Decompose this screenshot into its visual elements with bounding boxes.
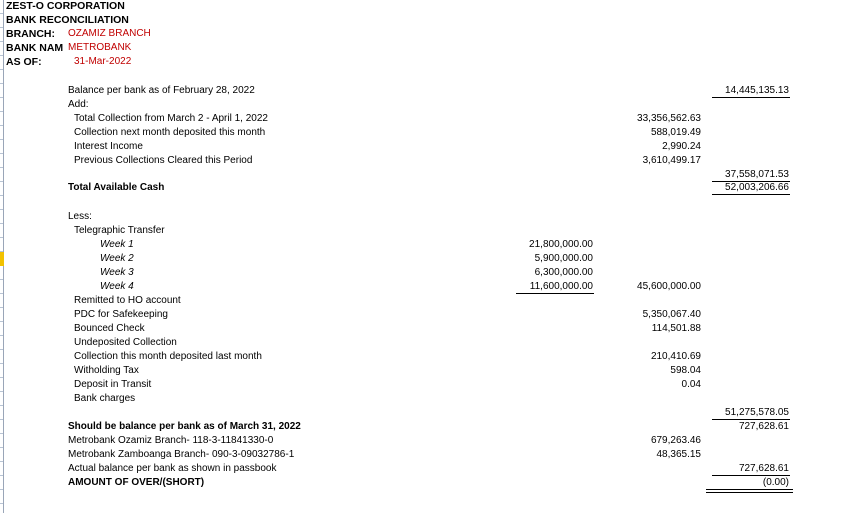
add-item-label: Collection next month deposited this month <box>74 127 266 138</box>
report-title: BANK RECONCILIATION <box>6 14 129 26</box>
as-of-label: AS OF: <box>6 56 42 68</box>
less-item-amount: 598.04 <box>670 365 701 376</box>
over-short-double-underline-bottom <box>706 492 793 493</box>
add-item-label: Previous Collections Cleared this Period <box>74 155 253 166</box>
branch-value: OZAMIZ BRANCH <box>68 28 151 39</box>
less-subtotal-amount: 51,275,578.05 <box>725 407 789 418</box>
less-item-label: Bounced Check <box>74 323 145 334</box>
less-item-amount: 0.04 <box>681 379 701 390</box>
add-item-amount: 2,990.24 <box>662 141 701 152</box>
less-item-label: Collection this month deposited last month <box>74 351 262 362</box>
telegraphic-transfer-total: 45,600,000.00 <box>637 281 701 292</box>
less-item-amount: 210,410.69 <box>650 351 701 362</box>
actual-balance-underline <box>712 475 790 476</box>
less-item-amount: 114,501.88 <box>651 323 701 334</box>
add-item-label: Total Collection from March 2 - April 1, 2022 <box>74 113 268 124</box>
opening-balance-underline <box>712 97 790 98</box>
bank-account-label: Metrobank Ozamiz Branch- 118-3-11841330-0 <box>68 435 274 446</box>
less-item-label: Witholding Tax <box>74 365 139 376</box>
week-label: Week 3 <box>100 267 134 278</box>
telegraphic-transfer-label: Telegraphic Transfer <box>74 225 165 236</box>
branch-label: BRANCH: <box>6 28 55 40</box>
bank-name-value: METROBANK <box>68 42 132 53</box>
total-available-underline <box>712 194 790 195</box>
as-of-value: 31-Mar-2022 <box>74 56 132 67</box>
less-item-label: Remitted to HO account <box>74 295 181 306</box>
add-subtotal-amount: 37,558,071.53 <box>725 169 789 180</box>
over-short-label: AMOUNT OF OVER/(SHORT) <box>68 477 205 488</box>
over-short-amount: (0.00) <box>762 477 789 488</box>
opening-balance-label: Balance per bank as of February 28, 2022 <box>68 85 255 96</box>
week-label: Week 2 <box>100 253 134 264</box>
bank-account-amount: 679,263.46 <box>650 435 701 446</box>
company-name: ZEST-O CORPORATION <box>6 0 125 12</box>
week-amount: 11,600,000.00 <box>529 281 593 292</box>
over-short-double-underline-top <box>706 489 793 490</box>
selected-row-marker <box>0 252 4 266</box>
week-amount: 21,800,000.00 <box>529 239 593 250</box>
actual-balance-label: Actual balance per bank as shown in passbook <box>68 463 277 474</box>
should-be-balance-amount: 727,628.61 <box>738 421 789 432</box>
bank-account-amount: 48,365.15 <box>656 449 701 460</box>
less-item-amount: 5,350,067.40 <box>642 309 701 320</box>
bank-name-label: BANK NAM <box>6 42 64 54</box>
add-item-amount: 3,610,499.17 <box>642 155 701 166</box>
total-available-amount: 52,003,206.66 <box>725 182 789 193</box>
actual-balance-amount: 727,628.61 <box>738 463 789 474</box>
bank-account-label: Metrobank Zamboanga Branch- 090-3-09032786-1 <box>68 449 295 460</box>
week-label: Week 4 <box>100 281 134 292</box>
less-item-label: Bank charges <box>74 393 136 404</box>
add-item-amount: 588,019.49 <box>650 127 701 138</box>
less-item-label: Deposit in Transit <box>74 379 152 390</box>
opening-balance-amount: 14,445,135.13 <box>725 85 789 96</box>
total-available-label: Total Available Cash <box>68 182 165 193</box>
add-label: Add: <box>68 99 89 110</box>
should-be-balance-label: Should be balance per bank as of March 31, 2022 <box>68 421 301 432</box>
less-subtotal-underline <box>712 419 790 420</box>
week-amount: 5,900,000.00 <box>534 253 593 264</box>
less-label: Less: <box>68 211 92 222</box>
add-item-label: Interest Income <box>74 141 143 152</box>
weeks-underline <box>516 293 594 294</box>
less-item-label: PDC for Safekeeping <box>74 309 168 320</box>
week-label: Week 1 <box>100 239 134 250</box>
add-item-amount: 33,356,562.63 <box>637 113 701 124</box>
week-amount: 6,300,000.00 <box>534 267 593 278</box>
less-item-label: Undeposited Collection <box>74 337 177 348</box>
